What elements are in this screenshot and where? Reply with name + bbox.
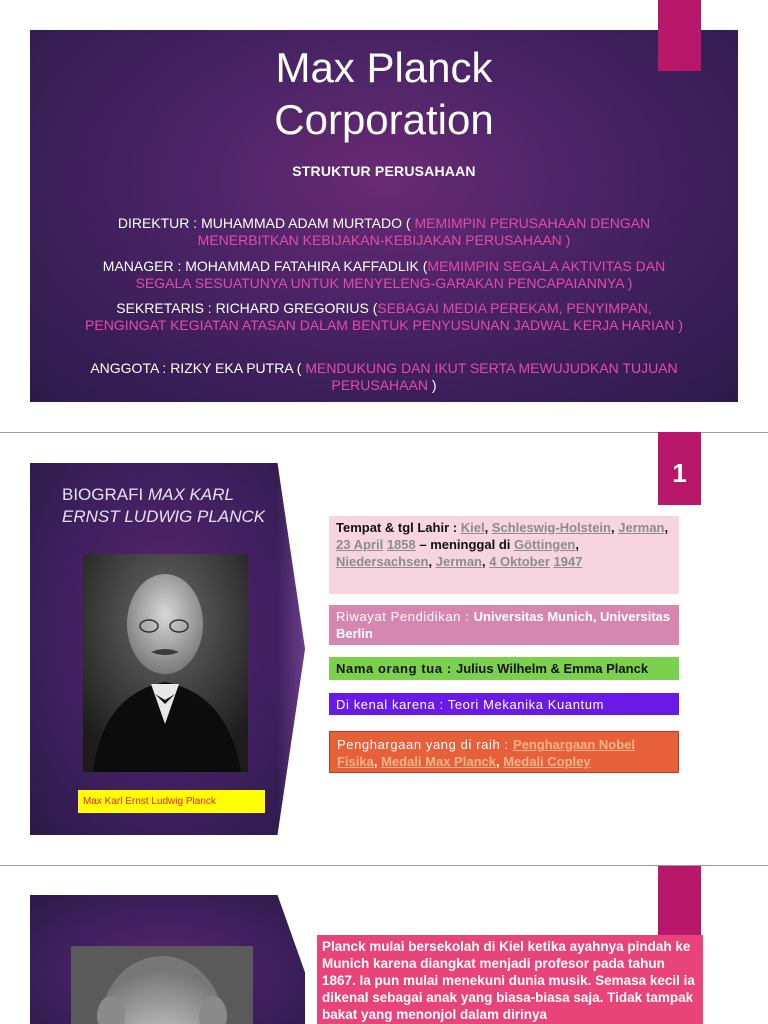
role-direktur [80,215,688,249]
portrait-illustration [83,554,248,772]
education-box [329,605,679,645]
death-label: – meninggal di [415,537,514,552]
slide-subtitle: STRUKTUR PERUSAHAAN [292,163,476,179]
link-gottingen[interactable]: Göttingen [514,537,576,552]
planck-older-image [71,946,253,1024]
role-label: SEKRETARIS : RICHARD GREGORIUS ( [116,300,378,316]
education-value: Universitas Munich, Universitas Berlin [336,609,671,641]
bio-title-italic: MAX KARL ERNST LUDWIG PLANCK [62,485,266,526]
parents-label: Nama orang tua : [336,661,456,676]
planck-portrait-image [83,554,248,772]
link-max-planck-medal[interactable]: Medali Max Planck [381,754,496,769]
parents-value: Julius Wilhelm & Emma Planck [456,661,649,676]
role-anggota [80,360,688,394]
link-death-date[interactable]: 4 Oktober [489,554,550,569]
photo-caption: Max Karl Ernst Ludwig Planck [78,790,265,813]
story-text-box: Planck mulai bersekolah di Kiel ketika ayahnya pindah ke Munich karena diangkat menjadi profesor pada tahun 1867. Ia pun mulai menekuni dunia musik. Semasa kecil ia dikenal sebagai anak yang biasa-biasa saja. Tidak tampak bakat yang menonjol dalam dirinya [317,935,703,1024]
link-death-year[interactable]: 1947 [553,554,583,569]
role-label: MANAGER : MOHAMMAD FATAHIRA KAFFADLIK ( [102,258,428,274]
link-birth-date[interactable]: 23 April [336,537,384,552]
known-for-box [329,693,679,715]
link-jerman-2[interactable]: Jerman [435,554,482,569]
education-label: Riwayat Pendidikan : [336,609,474,624]
link-copley-medal[interactable]: Medali Copley [503,754,591,769]
accent-tab [658,866,701,936]
bio-title [62,484,292,528]
parents-box [329,657,679,680]
role-sekretaris [80,300,688,334]
link-nobel-prize[interactable]: Penghargaan Nobel Fisika [337,737,636,769]
birth-info-box: Tempat & tgl Lahir : Kiel, Schleswig-Holstein, Jerman, 23 April 1858 – meninggal di Göttingen, Niedersachsen, Jerman, 4 Oktober 1947 [329,516,679,594]
link-birth-year[interactable]: 1858 [386,537,416,552]
role-desc: MEMIMPIN SEGALA AKTIVITAS DAN SEGALA SESUATUNYA UNTUK MENYELENG-GARAKAN PENCAPAIANNYA ) [135,258,666,291]
role-desc: MEMIMPIN PERUSAHAAN DENGAN MENERBITKAN KEBIJAKAN-KEBIJAKAN PERUSAHAAN ) [197,215,651,248]
link-niedersachsen[interactable]: Niedersachsen [336,554,429,569]
role-desc: SEBAGAI MEDIA PEREKAM, PENYIMPAN, PENGINGAT KEGIATAN ATASAN DALAM BENTUK PENYUSUNAN JADWAL KERJA HARIAN ) [85,300,683,333]
link-kiel[interactable]: Kiel [460,520,485,535]
slide-structure [30,30,738,402]
slide-divider [0,432,768,433]
role-desc: MENDUKUNG DAN IKUT SERTA MEWUJUDKAN TUJUAN PERUSAHAAN [305,360,678,393]
awards-box: Penghargaan yang di raih : Penghargaan Nobel Fisika, Medali Max Planck, Medali Copley [329,731,679,773]
role-tail: ) [427,377,437,393]
role-label: ANGGOTA : RIZKY EKA PUTRA ( [90,360,306,376]
slide-number-badge: 1 [658,432,701,505]
birth-label: Tempat & tgl Lahir : [336,520,461,535]
title-line-2: Corporation [274,96,494,143]
slide-title [30,42,738,146]
role-label: DIREKTUR : MUHAMMAD ADAM MURTADO ( [117,215,415,231]
title-line-1: Max Planck [275,44,493,91]
role-manager [80,258,688,292]
awards-label: Penghargaan yang di raih : [337,737,513,752]
bio-title-plain: BIOGRAFI [62,485,148,504]
known-for-value: Teori Mekanika Kuantum [447,697,605,712]
link-jerman[interactable]: Jerman [618,520,665,535]
known-for-label: Di kenal karena : [336,697,448,712]
portrait-illustration [71,946,253,1024]
slide-divider [0,865,768,866]
link-schleswig-holstein[interactable]: Schleswig-Holstein [491,520,611,535]
accent-tab [658,0,701,71]
